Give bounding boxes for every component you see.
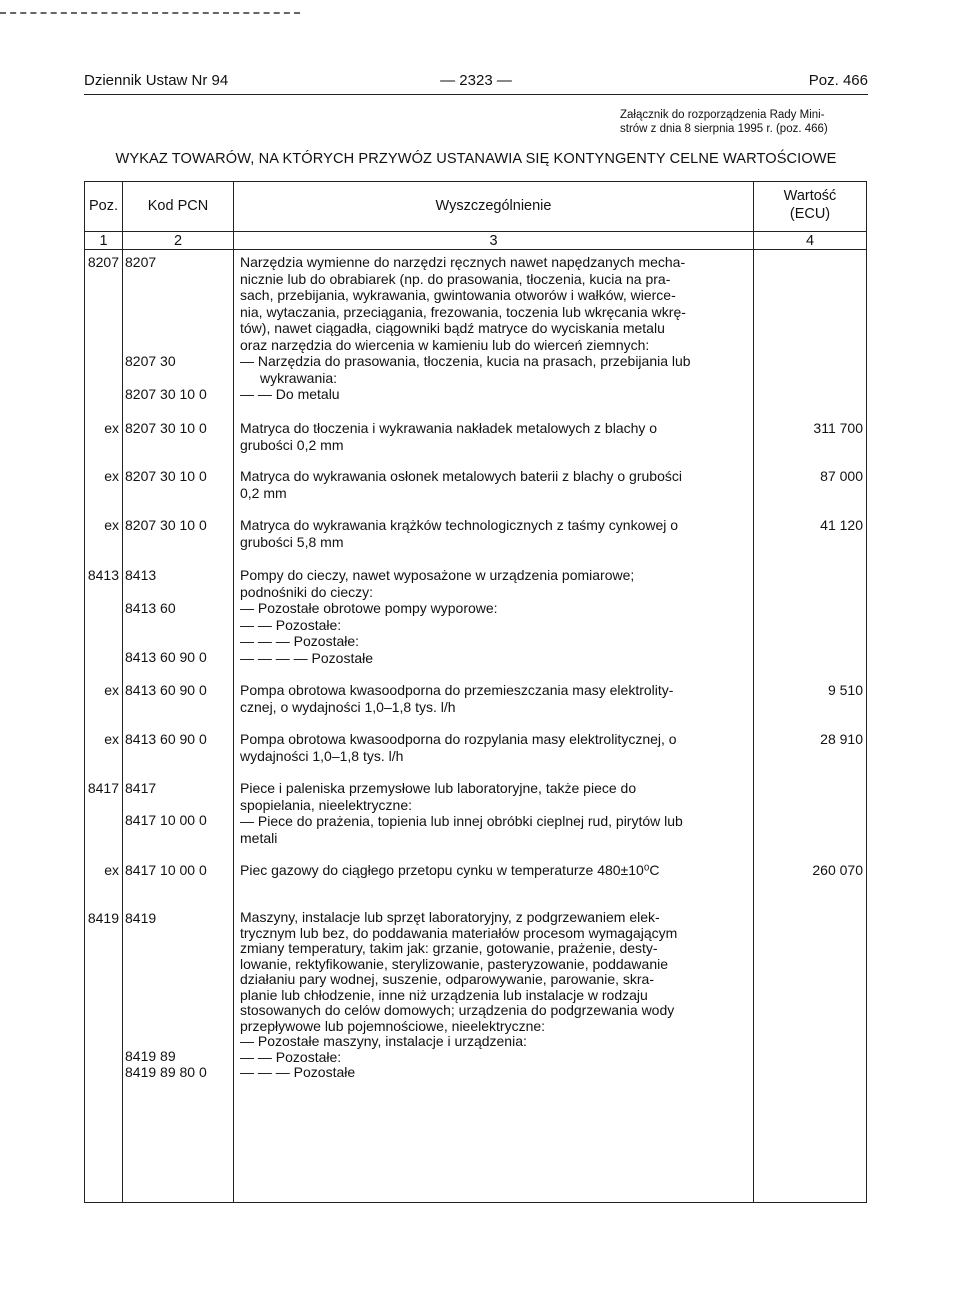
- column-divider: [233, 182, 234, 1202]
- col-header-value-unit: (ECU): [789, 206, 831, 222]
- annex-line-1: Załącznik do rozporządzenia Rady Mini-: [620, 109, 825, 121]
- row-kod: 8207 30 10 0: [125, 468, 207, 484]
- row-description: Pompy do cieczy, nawet wyposażone w urządzenia pomiarowe; podnośniki do cieczy: — Pozostałe obrotowe pompy wyporowe: — — Pozostałe: — — — Pozostałe: — — — — Pozostałe: [240, 567, 635, 666]
- row-kod: 8417 10 00 0: [125, 862, 207, 878]
- row-kod: 8207: [125, 254, 157, 270]
- row-description: Maszyny, instalacje lub sprzęt laboratoryjny, z podgrzewaniem elek- trycznym lub bez, do poddawania materiałów procesom wymagającym zmiany temperatury, takim jak: grzanie, gotowanie, prażenie, desty- lowanie, rektyfikowanie, sterylizowanie, pasteryzowanie, poddawanie działaniu pary wodnej, suszenie, odparowywanie, parowanie, skra- planie lub chłodzenie, inne niż urządzenia lub instalacje w rodzaju stosowanych do celów domowych; urządzenia do podgrzewania wody przepływowe lub pojemnościowe, nieelektryczne: — Pozostałe maszyny, instalacje i urządzenia: — — Pozostałe: — — — Pozostałe: [240, 909, 678, 1080]
- row-value: 260 070: [812, 862, 863, 878]
- col-number-4: 4: [805, 233, 815, 249]
- row-poz: 8413: [87, 567, 119, 583]
- col-header-value: Wartość: [783, 188, 837, 204]
- row-poz: ex: [104, 682, 119, 698]
- row-description: Pompa obrotowa kwasoodporna do przemieszczania masy elektrolity- cznej, o wydajności 1,0–1,8 tys. l/h: [240, 682, 674, 715]
- row-poz: ex: [104, 468, 119, 484]
- row-description: Pompa obrotowa kwasoodporna do rozpylania masy elektrolitycznej, o wydajności 1,0–1,8 tys. l/h: [240, 731, 677, 764]
- document-title: WYKAZ TOWARÓW, NA KTÓRYCH PRZYWÓZ USTANAWIA SIĘ KONTYNGENTY CELNE WARTOŚCIOWE: [115, 151, 837, 167]
- col-number-3: 3: [489, 233, 498, 249]
- row-description: Narzędzia wymienne do narzędzi ręcznych nawet napędzanych mecha- nicznie lub do obrabiarek (np. do prasowania, tłoczenia, kucia na pra- sach, przebijania, wykrawania, gwintowania otworów i wałków, wierce- nia, wytaczania, przeciągania, frezowania, toczenia lub wkręcania wkrę- tów), nawet ciągadła, ciągowniki bądź matryce do wyciskania metalu oraz narzędzia do wiercenia w kamieniu lub do wierceń ziemnych: — Narzędzia do prasowania, tłoczenia, kucia na prasach, przebijania lub wykrawania: — — Do metalu: [240, 254, 691, 402]
- header-divider: [85, 231, 866, 232]
- row-value: 311 700: [813, 420, 863, 436]
- col-header-kod: Kod PCN: [147, 198, 209, 214]
- row-poz: ex: [104, 862, 119, 878]
- row-description: Piece i paleniska przemysłowe lub laboratoryjne, także piece do spopielania, nieelektryczne: — Piece do prażenia, topienia lub innej obróbki cieplnej rud, pirytów lub metali: [240, 780, 683, 846]
- col-number-1: 1: [99, 233, 108, 249]
- col-header-poz: Poz.: [88, 198, 118, 214]
- column-divider: [122, 182, 123, 1202]
- row-description: Matryca do wykrawania krążków technologicznych z taśmy cynkowej o grubości 5,8 mm: [240, 517, 679, 550]
- row-kod: 8207 30 10 0: [125, 386, 207, 402]
- row-kod: 8419: [125, 910, 157, 926]
- row-kod: 8413 60 90 0: [125, 649, 207, 665]
- row-kod: 8207 30 10 0: [125, 420, 207, 436]
- row-poz: 8419: [87, 910, 119, 926]
- row-kod: 8207 30: [125, 353, 176, 369]
- row-description: Piec gazowy do ciągłego przetopu cynku w temperaturze 480±10⁰C: [240, 862, 660, 878]
- row-poz: ex: [104, 731, 119, 747]
- row-kod: 8417: [125, 780, 157, 796]
- number-row-divider: [85, 249, 866, 250]
- position-number: Poz. 466: [808, 72, 868, 89]
- row-description: Matryca do tłoczenia i wykrawania nakładek metalowych z blachy o grubości 0,2 mm: [240, 420, 658, 453]
- row-poz: ex: [104, 517, 119, 533]
- row-kod: 8413 60 90 0: [125, 682, 207, 698]
- header-rule: [84, 94, 868, 95]
- page-number: — 2323 —: [440, 72, 512, 89]
- row-kod: 8207 30 10 0: [125, 517, 207, 533]
- annex-line-2: strów z dnia 8 sierpnia 1995 r. (poz. 466): [620, 123, 828, 135]
- row-kod: 8419 89: [125, 1048, 176, 1064]
- journal-name: Dziennik Ustaw Nr 94: [84, 72, 229, 89]
- col-number-2: 2: [173, 233, 183, 249]
- row-poz: ex: [104, 420, 119, 436]
- col-header-desc: Wyszczególnienie: [435, 198, 552, 214]
- row-kod: 8417 10 00 0: [125, 812, 207, 828]
- row-poz: 8417: [87, 780, 119, 796]
- row-kod: 8413 60 90 0: [125, 731, 207, 747]
- row-value: 28 910: [820, 731, 863, 747]
- row-kod: 8413: [125, 567, 157, 583]
- column-divider: [753, 182, 754, 1202]
- row-value: 87 000: [820, 468, 863, 484]
- row-poz: 8207: [87, 254, 119, 270]
- annex-note: [620, 108, 865, 136]
- row-value: 9 510: [827, 682, 863, 698]
- row-description: Matryca do wykrawania osłonek metalowych baterii z blachy o grubości 0,2 mm: [240, 468, 682, 501]
- goods-table: [84, 181, 867, 1203]
- row-kod: 8419 89 80 0: [125, 1064, 207, 1080]
- scan-top-dashed-line: [0, 12, 300, 14]
- row-kod: 8413 60: [125, 600, 176, 616]
- row-value: 41 120: [820, 517, 863, 533]
